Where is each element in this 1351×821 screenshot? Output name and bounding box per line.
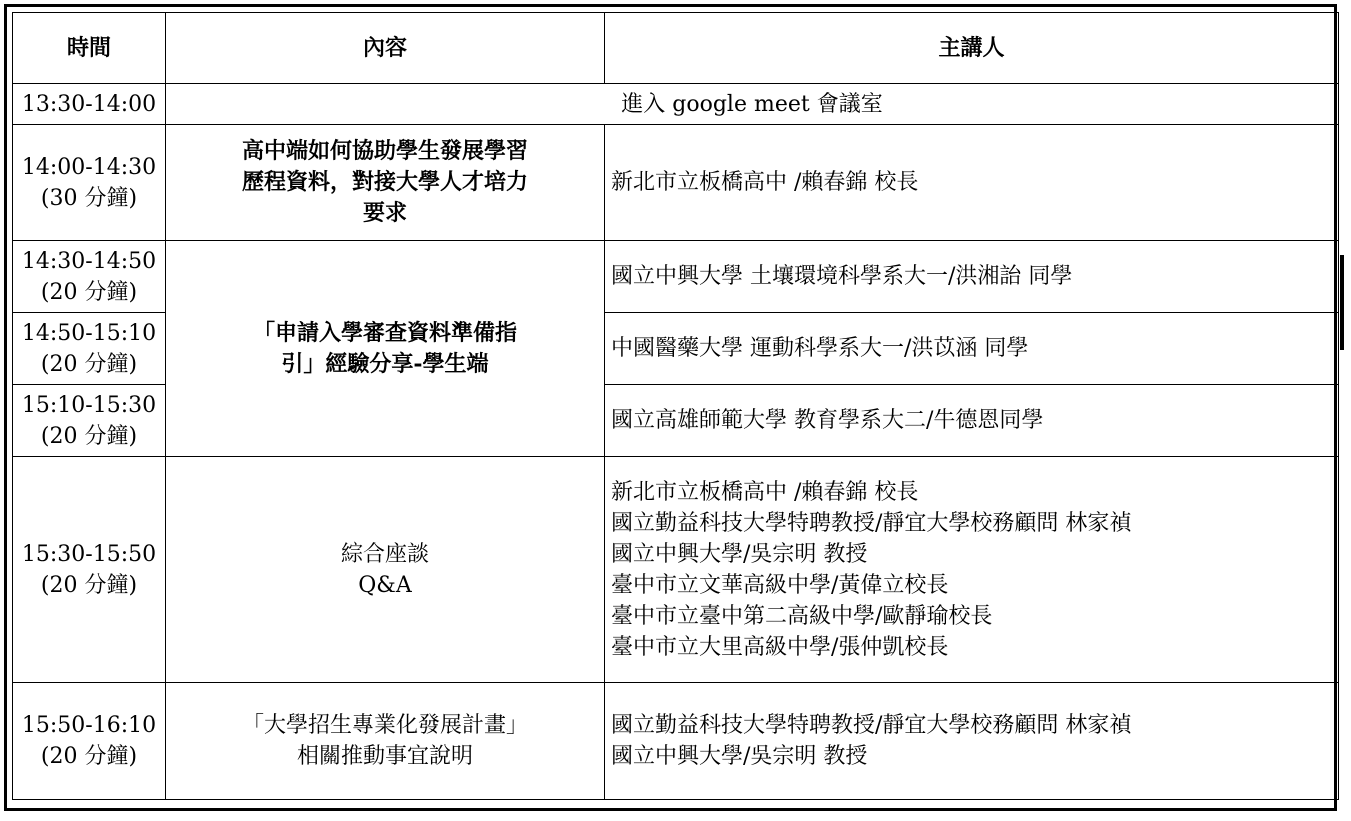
table-row <box>13 84 1339 125</box>
speaker-line: 中國醫藥大學 運動科學系大一/洪苡涵 同學 <box>611 336 1029 361</box>
table-row <box>13 241 1339 313</box>
header-content: 內容 <box>166 13 605 84</box>
speaker-line: 新北市立板橋高中 /賴春錦 校長 <box>611 170 919 195</box>
duration: (20 分鐘) <box>40 744 138 769</box>
content-cell <box>166 683 605 800</box>
time-range: 15:30-15:50 <box>21 541 157 567</box>
time-range: 15:10-15:30 <box>21 392 157 418</box>
time-cell <box>13 385 166 457</box>
speaker-line: 國立中興大學 土壤環境科學系大一/洪湘詒 同學 <box>611 264 1073 289</box>
table-row <box>13 125 1339 241</box>
speaker-line: 臺中市立臺中第二高級中學/歐靜瑜校長 <box>611 603 993 629</box>
speaker-cell <box>605 241 1339 313</box>
content-line: 相關推動事宜說明 <box>296 744 473 769</box>
content-line: 引」經驗分享-學生端 <box>281 350 489 377</box>
time-range: 14:30-14:50 <box>21 248 157 274</box>
speaker-cell <box>605 683 1339 800</box>
content-line: Q&A <box>358 572 412 598</box>
content-cell <box>166 125 605 241</box>
content-line: 「大學招生專業化發展計畫」 <box>241 713 528 738</box>
content-cell <box>166 241 605 457</box>
duration: (20 分鐘) <box>40 279 138 305</box>
content-text: 進入 google meet 會議室 <box>621 91 883 117</box>
time-cell <box>13 683 166 800</box>
duration: (20 分鐘) <box>40 423 138 449</box>
content-cell <box>166 457 605 683</box>
time-cell <box>13 241 166 313</box>
time-range: 14:00-14:30 <box>21 154 157 180</box>
time-cell <box>13 313 166 385</box>
speaker-line: 國立高雄師範大學 教育學系大二/牛德恩同學 <box>611 408 1044 433</box>
time-range: 15:50-16:10 <box>21 713 157 738</box>
duration: (30 分鐘) <box>40 185 138 211</box>
speaker-cell <box>605 385 1339 457</box>
speaker-line: 國立勤益科技大學特聘教授/靜宜大學校務顧問 林家禎 <box>611 713 1132 738</box>
merged-content-cell <box>166 84 1339 125</box>
content-line: 綜合座談 <box>340 541 429 567</box>
speaker-line: 國立勤益科技大學特聘教授/靜宜大學校務顧問 林家禎 <box>611 510 1132 536</box>
duration: (20 分鐘) <box>40 572 138 598</box>
table-row <box>13 457 1339 683</box>
speaker-line: 國立中興大學/吳宗明 教授 <box>611 744 868 769</box>
header-row <box>13 13 1339 84</box>
speaker-line: 臺中市立文華高級中學/黃偉立校長 <box>611 572 949 598</box>
time-cell <box>13 84 166 125</box>
content-line: 歷程資料，對接大學人才培力 <box>241 169 528 195</box>
speaker-line: 臺中市立大里高級中學/張仲凱校長 <box>611 634 949 660</box>
time-cell <box>13 125 166 241</box>
time-range: 13:30-14:00 <box>21 91 157 117</box>
time-cell <box>13 457 166 683</box>
speaker-line: 國立中興大學/吳宗明 教授 <box>611 541 868 567</box>
speaker-cell <box>605 457 1339 683</box>
header-speaker: 主講人 <box>605 13 1339 84</box>
content-line: 「申請入學審查資料準備指 <box>252 319 517 346</box>
header-time: 時間 <box>13 13 166 84</box>
duration: (20 分鐘) <box>40 351 138 377</box>
content-line: 要求 <box>362 200 407 226</box>
speaker-line: 新北市立板橋高中 /賴春錦 校長 <box>611 479 919 505</box>
speaker-cell <box>605 125 1339 241</box>
time-range: 14:50-15:10 <box>21 320 157 346</box>
speaker-cell <box>605 313 1339 385</box>
table-row <box>13 683 1339 800</box>
agenda-table <box>12 12 1339 800</box>
content-line: 高中端如何協助學生發展學習 <box>241 138 528 164</box>
edge-mark <box>1340 255 1344 350</box>
